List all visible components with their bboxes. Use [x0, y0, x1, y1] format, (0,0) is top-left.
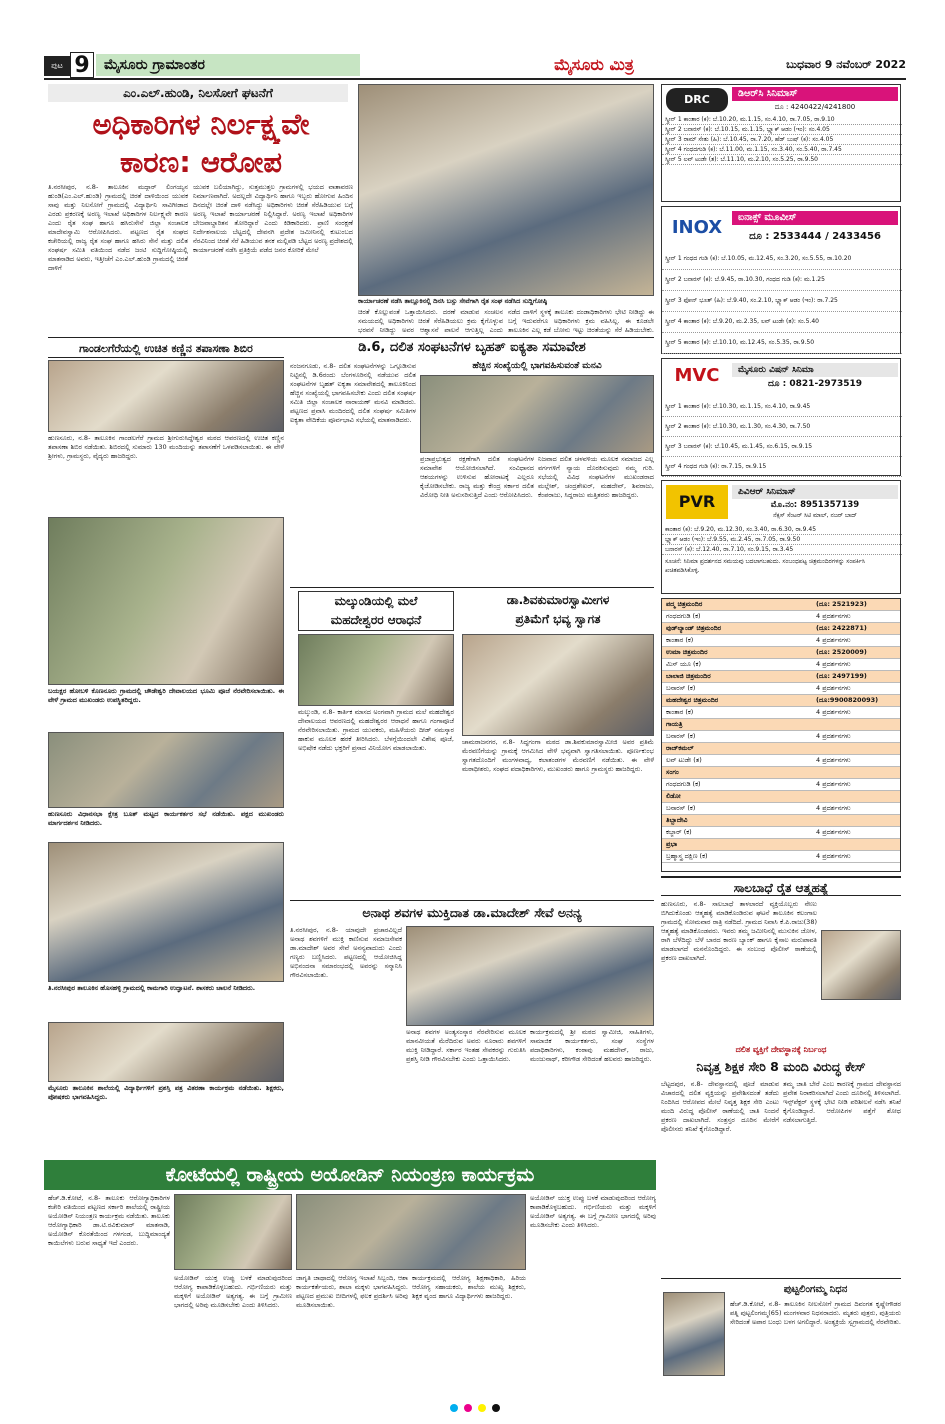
theatre-cell-info: (ದೂ: 2497199): [816, 672, 867, 680]
farmer-body: ಹುಣಸೂರು, ನ.8- ಸಾಲಬಾಧೆ ತಾಳಲಾರದೆ ವ್ಯಕ್ತಿಯೊಬ್ಬರು ನೇಣು ಬಿಗಿದುಕೊಂಡು ಆತ್ಮಹತ್ಯೆ ಮಾಡಿಕೊಂಡಿರುವ ಘಟನೆ ತಾಲೂಕಿನ ಕಲಂಗಾಲ ಗ್ರಾಮದಲ್ಲಿ ಸೋಮವಾರ ರಾತ್ರಿ ನಡೆದಿದೆ. ಗ್ರಾಮದ ನಿವಾಸಿ ಕೆ.ಪಿ.ರಾಜು(38) ಆತ್ಮಹತ್ಯೆ ಮಾಡಿಕೊಂಡವರು. ಇವರು ತಮ್ಮ ಜಮೀನಿನಲ್ಲಿ ಮುಸುಕಿನ ಜೋಳ, ರಾಗಿ ಬೆಳೆದಿದ್ದು ಬೆಳೆ ಬಾರದ ಕಾರಣ ಬ್ಯಾಂಕ್ ಹಾಗೂ ಕೈಸಾಲ ಮರುಪಾವತಿ ಮಾಡಲಾಗದೆ ಮನನೊಂದಿದ್ದರು. ಈ ಸಂಬಂಧ ಪೊಲೀಸ್ ಠಾಣೆಯಲ್ಲಿ ಪ್ರಕರಣ ದಾಖಲಾಗಿದೆ.: [661, 900, 817, 962]
reg-mark: [478, 1404, 486, 1412]
anatha-body-3: ಕಾರ್ಯಕ್ರಮದಲ್ಲಿ ಶ್ರೀ ಮಠದ ಸ್ವಾಮೀಜಿ, ಸಾಹಿತಿಗಳು, ಸಾಮಾಜಿಕ ಕಾರ್ಯಕರ್ತರು, ಸಂಘ ಸಂಸ್ಥೆಗಳ ಪದಾಧಿಕಾರಿಗಳು, ಕಂಠಾವು ಮಹದೇವ್, ರಾಜು, ಮಂಜುನಾಥ್, ಕರೀಗೌಡ ಸೇರಿದಂತೆ ಹಲವರು ಹಾಜರಿದ್ದರು.: [530, 1028, 654, 1063]
eye-camp-photo: [48, 360, 284, 432]
reg-mark: [464, 1404, 472, 1412]
theatre-cell-info: 4 ಪ್ರದರ್ಶನಗಳು: [816, 660, 851, 668]
masthead: [44, 50, 906, 80]
theatre-cell-name: ರಾಜ್‌ಕಮಲ್: [666, 744, 694, 752]
theatre-name-row: [662, 767, 900, 779]
iodine-photo-2: [296, 1194, 526, 1270]
temple-caption: ಬಯಕ್ಷರ ಹೋಬಳಿ ಕೊಣನೂರು ಗ್ರಾಮದಲ್ಲಿ ಚೌಡೇಶ್ವರಿ ದೇವಾಲಯದ ಭೂಮಿ ಪೂಜೆ ನೆರವೇರಿಸಲಾಯಿತು. ಈ ವೇಳೆ ಗ್ರಾಮದ ಮುಖಂಡರು ಉಪಸ್ಥಿತರಿದ್ದರು.: [48, 687, 284, 704]
d6-body: ನಂಜನಗೂಡು, ನ.8- ದಲಿತ ಸಂಘಟನೆಗಳನ್ನು ಒಗ್ಗೂಡಿಸುವ ನಿಟ್ಟಿನಲ್ಲಿ ಡಿ.6ರಂದು ಬೆಂಗಳೂರಿನಲ್ಲಿ ನಡೆಯುವ ದಲಿತ ಸಂಘಟನೆಗಳ ಬೃಹತ್ ಐಕ್ಯತಾ ಸಮಾವೇಶದಲ್ಲಿ ತಾಲೂಕಿನಿಂದ ಹೆಚ್ಚಿನ ಸಂಖ್ಯೆಯಲ್ಲಿ ಭಾಗವಹಿಸಬೇಕು ಎಂದು ದಲಿತ ಸಂಘರ್ಷ ಸಮಿತಿ ಜಿಲ್ಲಾ ಸಂಚಾಲಕ ನಾರಾಯಣ್ ಮನವಿ ಮಾಡಿದರು. ಪಟ್ಟಣದ ಪ್ರವಾಸಿ ಮಂದಿರದಲ್ಲಿ ದಲಿತ ಸಂಘರ್ಷ ಸಮಿತಿಗಳ ಐಕ್ಯತಾ ವೇದಿಕೆಯ ಪೂರ್ವಭಾವಿ ಸಭೆಯಲ್ಲಿ ಮಾತನಾಡಿದರು.: [290, 362, 416, 424]
certificate-photo: [48, 1022, 284, 1082]
lead-title-2: ಕಾರಣ: ಆರೋಪ: [120, 145, 282, 179]
lead-body-mid: ಯುವಕ ಬಲಿಯಾಗಿದ್ದು, ಸುತ್ತಮುತ್ತಲ ಗ್ರಾಮಗಳಲ್ಲಿ ಭಯದ ವಾತಾವರಣ ನಿರ್ಮಾಣವಾಗಿದೆ. ಅದಲ್ಲದೇ ವಿದ್ಯಾರ್ಥಿನಿ ಹಾಗೂ ಇಬ್ಬರು ಹೋಗುವ ಹಿಂದಿನ ದಿನದಲ್ಲೇ ಚಿರತೆ ದಾಳಿ ನಡೆಸಿದ್ದು ಅಧಿಕಾರಿಗಳು ಚಿರತೆ ಸೆರೆಹಿಡಿಯುವ ಬಗ್ಗೆ ಅರಣ್ಯ ಇಲಾಖೆ ಕಾರ್ಯಾಚರಣೆ ನಿಲ್ಲಿಸಿದ್ದಾರೆ. ಅರಣ್ಯ ಇಲಾಖೆ ಅಧಿಕಾರಿಗಳ ಬೇಜವಾಬ್ದಾರಿತನ ತೋರಿದ್ದಾರೆ ಎಂದು ಕಿಡಿಕಾರಿದರು. ಪ್ರಾಣಿ ಸಂರಕ್ಷಣೆ ನಿರ್ದೇಶನಾಲಯ ಬೆಟ್ಟದಲ್ಲಿ ದೇವನಗಿ ಪ್ರದೇಶ ಜಮೀನಿನಲ್ಲಿ ಕುಟುಂಬದ ನೆರವಿನಿಂದ ಚಿರತೆ ಸೆರೆ ಹಿಡಿಯುವ ತನಕ ಮಲ್ಲಿಪಡಿ ಬೆಟ್ಟದ ಅರಣ್ಯ ಪ್ರದೇಶದಲ್ಲಿ ಕಾರ್ಯಾಚರಣೆ ನಡೆಸಿ ಪ್ರತಿಕ್ರಿಯೆ ಪಡೆದ ಜನರ ಕೋರಿಕೆ ಮೇಲೆ: [193, 183, 353, 254]
eye-camp-body: ಹುಣಸೂರು, ನ.8- ತಾಲೂಕಿನ ಗಾಂಡಲಗೆರೆ ಗ್ರಾಮದ ಶ್ರೀಗುರುಸಿದ್ಧೇಶ್ವರ ಮಠದ ಆವರಣದಲ್ಲಿ ಉಚಿತ ಕಣ್ಣಿನ ತಪಾಸಣಾ ಶಿಬಿರ ನಡೆಯಿತು. ಶಿಬಿರದಲ್ಲಿ ಸುಮಾರು 130 ಮಂದಿಯನ್ನು ತಪಾಸಣೆಗೆ ಒಳಪಡಿಸಲಾಯಿತು. ಈ ವೇಳೆ ಶ್ರೀಗಳು, ಗ್ರಾಮಸ್ಥರು, ವೈದ್ಯರು ಹಾಜರಿದ್ದರು.: [48, 434, 284, 460]
iodine-body-3: ಜಾಗೃತಿ ಜಾಥಾದಲ್ಲಿ ಆರೋಗ್ಯ ಇಲಾಖೆ ಸಿಬ್ಬಂದಿ, ಆಶಾ ಕಾರ್ಯಕರ್ತೆಯರು, ಶಾಲಾ ಮಕ್ಕಳು ಭಾಗವಹಿಸಿದ್ದರು. ಪಟ್ಟಣದ ಪ್ರಮುಖ ಬೀದಿಗಳಲ್ಲಿ ಫಲಕ ಪ್ರದರ್ಶಿಸಿ ಅರಿವು ಮೂಡಿಸಲಾಯಿತು.: [296, 1274, 408, 1309]
theatre-cell-info: [816, 839, 896, 850]
theatre-film-row: [662, 611, 900, 623]
sk-title-1: ಡಾ.ಶಿವಕುಮಾರಸ್ವಾಮೀಗಳ: [506, 593, 610, 607]
theatre-cell-name: ಗಾಯತ್ರಿ: [666, 720, 683, 728]
theatre-cell-name: ಕಾಂತಾರ (ಕ): [666, 636, 694, 644]
pvr-address: ನೆಕ್ಸಸ್ ಸೆಂಟರ್ ಸಿಟಿ ಮಾಲ್, ನಜರ್ ಬಾದ್: [773, 512, 857, 519]
theatre-cell-info: [816, 767, 896, 778]
pvr-row: ಬನಾರಸ್ (ಕ): ಬೆ.12.40, ರಾ.7.10, ಸಂ.9.15, ರಾ.3.45: [662, 545, 902, 555]
theatre-name-row: [662, 839, 900, 851]
inox-name: ಐನಾಕ್ಸ್ ಮೂವೀಸ್: [732, 211, 898, 225]
theatre-cell-name: ತಿಬ್ಬಾದೇವಿ: [666, 816, 688, 824]
theatre-cell-info: (ದೂ: 2521923): [816, 600, 867, 608]
color-registration-bar: [380, 1404, 570, 1412]
theatre-name-row: [662, 743, 900, 755]
drc-row: ಸ್ಕ್ರೀನ್ 5 ಲವ್ ಟುಡೇ (ತ): ಬೆ.11.10, ಮ.2.10, ಸಂ.5.25, ರಾ.9.50: [662, 155, 902, 165]
drc-logo: DRC: [666, 88, 728, 112]
page-number: 9: [70, 52, 94, 78]
lead-photo-caption: ಕಾರ್ಯಾಚರಣೆ ನಡೆಸಿ ತಾಲ್ಲೂಕಿನಲ್ಲಿ ದಿನಸಿ ಬಸ್ಸು ಸೇವೆಗಾಗಿ ರೈತ ಸಂಘ ನಡೆಸಿದ ಸುದ್ದಿಗೋಷ್ಠಿ: [358, 297, 548, 305]
theatre-film-row: [662, 803, 900, 815]
inox-phone: ದೂ : 2533444 / 2433456: [749, 231, 881, 242]
anatha-title: ಅನಾಥ ಶವಗಳ ಮುಕ್ತಿದಾತ ಡಾ.ಮಾದೇಶ್ ಸೇವೆ ಅನನ್ಯ: [362, 905, 582, 920]
lead-body-left: ತಿ.ನರಸೀಪುರ, ನ.8- ತಾಲೂಕಿನ ಮದ್ಗಾರ್ ಲಿಂಗಯ್ಯನ ಹುಂಡಿ(ಎಂ.ಎಲ್.ಹುಂಡಿ) ಗ್ರಾಮದಲ್ಲಿ ಚಿರತೆ ದಾಳಿಯಿಂದ ಯುವಕ ಸಾವು ಮತ್ತು ನಿಲಸೋಗೆ ಗ್ರಾಮದಲ್ಲಿ ವಿದ್ಯಾರ್ಥಿನಿ ಸಾವಿಗೀಡಾದ ಎರಡು ಪ್ರಕರಣಕ್ಕೆ ಅರಣ್ಯ ಇಲಾಖೆ ಅಧಿಕಾರಿಗಳ ನಿರ್ಲಕ್ಷ್ಯವೇ ಕಾರಣ ಎಂದು ರೈತ ಸಂಘ ಹಾಗೂ ಹಸಿರುಸೇನೆ ಜಿಲ್ಲಾ ಸಂಚಾಲಕ ಮಾದೇವಸ್ವಾಮಿ ಆರೋಪಿಸಿದರು. ಪಟ್ಟಣದ ರೈತ ಸಂಘದ ಕಚೇರಿಯಲ್ಲಿ ರಾಜ್ಯ ರೈತ ಸಂಘ ಹಾಗೂ ಹಸಿರು ಸೇನೆ ಮತ್ತು ದಲಿತ ಸಂಘರ್ಷ ಸಮಿತಿ ವತಿಯಿಂದ ನಡೆದ ಜಂಟಿ ಸುದ್ದಿಗೋಷ್ಠಿಯಲ್ಲಿ ಮಾತನಾಡಿದ ಅವರು, ಇತ್ತೀಚೆಗೆ ಎಂ.ಎಲ್.ಹುಂಡಿ ಗ್ರಾಮದಲ್ಲಿ ಚಿರತೆ ದಾಳಿಗೆ: [48, 183, 188, 272]
divider: [661, 1278, 901, 1279]
inox-row: ಸ್ಕ್ರೀನ್ 3 ಫೋನ್ ಭೂತ್ (ಹಿ): ಬೆ.9.40, ಸಂ.2.10, ಬ್ಲ್ಯಾಕ್ ಆಡಂ (ಇಂ): ರಾ.7.25: [662, 291, 902, 312]
sk-photo: [462, 634, 654, 736]
theatre-name-row: [662, 815, 900, 827]
mvc-row: ಸ್ಕ್ರೀನ್ 3 ಬನಾರಸ್ (ಕ): ಬೆ.10.45, ಮ.1.45, ಸಂ.6.15, ರಾ.9.15: [662, 437, 902, 457]
theatre-cell-info: 4 ಪ್ರದರ್ಶನಗಳು: [816, 828, 851, 836]
theatre-film-row: [662, 683, 900, 695]
page-label: ಪುಟ: [44, 56, 70, 76]
inox-row: ಸ್ಕ್ರೀನ್ 4 ಕಾಂತಾರ (ಕ): ಬೆ.9.20, ಮ.2.35, ಲವ್ ಟುಡೇ (ತ): ಸಂ.5.40: [662, 312, 902, 333]
iodine-photo-1: [174, 1194, 292, 1270]
theatre-cell-name: ಬಾಲಾಜಿ ಚಿತ್ರಮಂದಿರ: [666, 672, 711, 680]
section-name: ಮೈಸೂರು ಗ್ರಾಮಾಂತರ: [96, 54, 360, 76]
meeting-caption: ಹುಣಸೂರು ವಿಧಾನಸಭಾ ಕ್ಷೇತ್ರ ಬೂತ್ ಮಟ್ಟದ ಕಾರ್ಯಕರ್ತರ ಸಭೆ ನಡೆಯಿತು. ಪಕ್ಷದ ಮುಖಂಡರು ಮಾರ್ಗದರ್ಶನ ನೀಡಿದರು.: [48, 810, 284, 827]
pvr-phone: ಮೊ.ನಂ: 8951357139: [770, 500, 860, 510]
d6-body-3: ನಿಜವಾದ ದಲಿತ ಚಳವಳಿಯ ಮೂಲಕ ಸಮಾಜದ ಎಲ್ಲ ವರ್ಗಗಳಿಗೆ ನ್ಯಾಯ ದೊರಕಿಸುವುದು ನಮ್ಮ ಗುರಿ. ಸಭೆಯಲ್ಲಿ ವಿವಿಧ ಸಂಘಟನೆಗಳ ಮುಖಂಡರಾದ ಮಲ್ಲೇಶ್, ಚಂದ್ರಶೇಖರ್, ಮಹದೇವ್, ಶಿವರಾಜು, ಕೆಂಪರಾಜು, ಸಿದ್ದರಾಜು ಮತ್ತಿತರರು ಹಾಜರಿದ್ದರು.: [538, 455, 654, 499]
mvc-listing: [661, 358, 901, 476]
theatre-cell-name: ಉಮಾ ಚಿತ್ರಮಂದಿರ: [666, 648, 708, 656]
temple-photo: [48, 517, 284, 685]
inox-row: ಸ್ಕ್ರೀನ್ 1 ಗಂಧದ ಗುಡಿ (ಕ): ಬೆ.10.05, ಮ.12.45, ಸಂ.3.20, ಸಂ.5.55, ರಾ.10.20: [662, 249, 902, 270]
theatre-cell-info: [816, 719, 896, 730]
theatre-cell-name: ಬನಾರಸ್ (ಕ): [666, 804, 696, 812]
theatre-cell-name: ಮಿಸ್ ಯೂ (ಕ): [666, 660, 702, 668]
theatre-cell-name: ಗಂಧದಗುಡಿ (ಕ): [666, 780, 701, 788]
pvr-row: ಕಾಂತಾರ (ಕ): ಬೆ.9.20, ಮ.12.30, ಸಂ.3.40, ರಾ.6.30, ರಾ.9.45: [662, 525, 902, 535]
case-kicker: ದಲಿತ ವ್ಯಕ್ತಿಗೆ ದೇವಸ್ಥಾನಕ್ಕೆ ನಿರ್ಬಂಧ: [735, 1045, 827, 1054]
theatre-cell-info: [816, 791, 896, 802]
theatre-film-row: [662, 659, 900, 671]
mm-title-1: ಮಲ್ಕುಂಡಿಯಲ್ಲಿ ಮಲೆ: [334, 594, 418, 608]
pvr-rows: [662, 525, 902, 555]
theatre-film-row: [662, 755, 900, 767]
theatre-cell-name: ಪದ್ಮ ಚಿತ್ರಮಂದಿರ: [666, 600, 703, 608]
theatre-cell-name: ಸಂಗಂ: [666, 768, 679, 776]
theatre-film-row: [662, 827, 900, 839]
theatre-cell-info: 4 ಪ್ರದರ್ಶನಗಳು: [816, 636, 851, 644]
theatre-cell-info: 4 ಪ್ರದರ್ಶನಗಳು: [816, 780, 851, 788]
theatre-table: [661, 598, 901, 872]
drc-row: ಸ್ಕ್ರೀನ್ 3 ರಾಮ್ ಸೇತು (ಹಿ): ಬೆ.10.45, ರಾ.7.20, ಹೆಡ್ ಬುಷ್ (ಕ): ಸಂ.4.05: [662, 135, 902, 145]
theatre-name-row: [662, 623, 900, 635]
lead-body-c4: ನಡೆದ ದಾಳಿಗೆ ಸ್ಥಳಕ್ಕೆ ತಾಲೂಕು ದಂಡಾಧಿಕಾರಿಗಳು ಭೇಟಿ ನೀಡಿದ್ದು ಈ ಬಗ್ಗೆ ಇದುವರೆಗೂ ಅಧಿಕಾರಿಗಳು ಕ್ರಮ ವಹಿಸಿಲ್ಲ. ಈ ಕೂಡಲೇ ತಾಲೂಕಿನ ಎಲ್ಲ ಕಡೆ ಬೋನು ಇಟ್ಟು ಚಿರತೆಯನ್ನು ಸೆರೆ ಹಿಡಿಯಬೇಕು.: [508, 308, 654, 334]
mvc-row: ಸ್ಕ್ರೀನ್ 1 ಕಾಂತಾರ (ಕ): ಬೆ.10.30, ಮ.1.15, ಸಂ.4.10, ರಾ.9.45: [662, 397, 902, 417]
theatre-cell-info: (ದೂ:9900820093): [816, 696, 879, 704]
drc-row: ಸ್ಕ್ರೀನ್ 1 ಕಾಂತಾರ (ಕ): ಬೆ.10.20, ಮ.1.15, ಸಂ.4.10, ರಾ.7.05, ರಾ.9.10: [662, 115, 902, 125]
d6-subtitle: ಹೆಚ್ಚಿನ ಸಂಖ್ಯೆಯಲ್ಲಿ ಭಾಗವಹಿಸುವಂತೆ ಮನವಿ: [472, 361, 602, 371]
theatre-cell-info: [816, 743, 896, 754]
reg-mark: [450, 1404, 458, 1412]
sk-title-box: [462, 591, 654, 631]
drc-name: ಡಿಆರ್‌ಸಿ ಸಿನಿಮಾಸ್: [732, 87, 898, 101]
theatre-cell-info: 4 ಪ್ರದರ್ಶನಗಳು: [816, 852, 851, 860]
sk-body: ಚಾಮರಾಜನಗರ, ನ.8- ಸಿದ್ಧಗಂಗಾ ಮಠದ ಡಾ.ಶಿವಕುಮಾರಸ್ವಾಮೀಜಿ ಅವರ ಪ್ರತಿಮೆ ಮೆರವಣಿಗೆಯನ್ನು ಗ್ರಾಮಕ್ಕೆ ಆಗಮಿಸಿದ ವೇಳೆ ಭವ್ಯವಾಗಿ ಸ್ವಾಗತಿಸಲಾಯಿತು. ಪೂರ್ಣಕುಂಭ ಸ್ವಾಗತದೊಂದಿಗೆ ಮಂಗಳವಾದ್ಯ, ಕಲಾತಂಡಗಳ ಮೆರವಣಿಗೆ ನಡೆಯಿತು. ಈ ವೇಳೆ ಮಠಾಧೀಶರು, ಸಂಘದ ಪದಾಧಿಕಾರಿಗಳು, ಮುಖಂಡರು ಹಾಗೂ ಗ್ರಾಮಸ್ಥರು ಹಾಜರಿದ್ದರು.: [462, 738, 654, 773]
case-body: ಬೆಟ್ಟದಪುರ, ನ.8- ದೇವಸ್ಥಾನದಲ್ಲಿ ಪೂಜೆ ಮಾಡುವ ವಿಚಾರದಲ್ಲಿ ದಲಿತ ವ್ಯಕ್ತಿಯನ್ನು ಪ್ರವೇಶಿಸದಂತೆ ತಡೆದು ನಿಂದಿಸಿದ ಆರೋಪದ ಮೇಲೆ ನಿವೃತ್ತ ಶಿಕ್ಷಕ ಸೇರಿ ಎಂಟು ಮಂದಿ ವಿರುದ್ಧ ಪೊಲೀಸ್ ಠಾಣೆಯಲ್ಲಿ ಜಾತಿ ನಿಂದನೆ ಪ್ರಕರಣ ದಾಖಲಾಗಿದೆ. ಸಂತ್ರಸ್ತರ ದೂರಿನ ಮೇರೆಗೆ ಪೊಲೀಸರು ತನಿಖೆ ಕೈಗೊಂಡಿದ್ದಾರೆ.: [661, 1080, 779, 1133]
mm-title-2: ಮಹದೇಶ್ವರರ ಆರಾಧನೆ: [330, 613, 422, 627]
farmer-portrait: [821, 930, 901, 1000]
theatre-name-row: [662, 647, 900, 659]
theatre-cell-info: 4 ಪ್ರದರ್ಶನಗಳು: [816, 732, 851, 740]
theatre-cell-name: ಬನಾರಸ್ (ಕ): [666, 684, 696, 692]
mm-title-box: [298, 591, 454, 631]
obituary-portrait: [663, 1292, 725, 1376]
certificate-caption: ಮೈಸೂರು ತಾಲೂಕಿನ ಶಾಲೆಯಲ್ಲಿ ವಿದ್ಯಾರ್ಥಿಗಳಿಗೆ ಪ್ರಶಸ್ತಿ ಪತ್ರ ವಿತರಣಾ ಕಾರ್ಯಕ್ರಮ ನಡೆಯಿತು. ಶಿಕ್ಷಕರು, ಪೋಷಕರು ಭಾಗವಹಿಸಿದ್ದರು.: [48, 1084, 284, 1101]
theatre-film-row: [662, 851, 900, 863]
theatre-film-row: [662, 779, 900, 791]
pvr-row: ಬ್ಲ್ಯಾಕ್ ಆಡಂ (ಇಂ): ಬೆ.9.55, ಮ.2.45, ರಾ.7.05, ರಾ.9.50: [662, 535, 902, 545]
inox-row: ಸ್ಕ್ರೀನ್ 2 ಬನಾರಸ್ (ಕ): ಬೆ.9.45, ರಾ.10.30, ಗಂಧದ ಗುಡಿ (ಕ): ಮ.1.25: [662, 270, 902, 291]
theatre-cell-info: 4 ಪ್ರದರ್ಶನಗಳು: [816, 612, 851, 620]
mvc-rows: [662, 397, 902, 477]
theatre-cell-info: [816, 815, 896, 826]
anatha-body-2: ಅನಾಥ ಶವಗಳ ಅಂತ್ಯಸಂಸ್ಕಾರ ನೆರವೇರಿಸುವ ಮೂಲಕ ಮಾನವೀಯತೆ ಮೆರೆದಿರುವ ಅವರು ನೂರಾರು ಶವಗಳಿಗೆ ಮುಕ್ತಿ ನೀಡಿದ್ದಾರೆ. ಸರ್ಕಾರ ಇಂತಹ ಸೇವಕರನ್ನು ಗುರುತಿಸಿ ಪ್ರಶಸ್ತಿ ನೀಡಿ ಗೌರವಿಸಬೇಕು ಎಂದು ಒತ್ತಾಯಿಸಿದರು.: [406, 1028, 526, 1063]
mm-photo: [298, 634, 454, 706]
mvc-row: ಸ್ಕ್ರೀನ್ 2 ಕಾಂತಾರ (ಕ): ಬೆ.10.30, ಮ.1.30, ಸಂ.4.30, ರಾ.7.50: [662, 417, 902, 437]
theatre-film-row: [662, 707, 900, 719]
drc-row: ಸ್ಕ್ರೀನ್ 4 ಗಂಧದಗುಡಿ (ಕ): ಬೆ.11.00, ಮ.1.15, ಸಂ.3.40, ಸಂ.5.40, ರಾ.7.45: [662, 145, 902, 155]
inox-row: ಸ್ಕ್ರೀನ್ 5 ಕಾಂತಾರ (ಕ): ಬೆ.10.10, ಮ.12.45, ಸಂ.5.35, ರಾ.9.50: [662, 333, 902, 354]
theatre-cell-name: ಬ್ರಹ್ಮಾಸ್ತ್ರ ದಕ್ಷಿಣ (ಕ): [666, 852, 708, 860]
theatre-cell-info: (ದೂ: 2520009): [816, 648, 867, 656]
theatre-name-row: [662, 599, 900, 611]
meeting-photo: [48, 732, 284, 808]
death-title: ಪುಟ್ಟಲಿಂಗಮ್ಮ ನಿಧನ: [783, 1284, 848, 1295]
theatre-cell-name: ಕಾಂತಾರ (ಕ): [666, 708, 694, 716]
theatre-cell-name: ಪ್ರಭಾ: [666, 840, 678, 848]
theatre-cell-name: ವುಡ್‌ಲ್ಯಾಂಡ್ ಚಿತ್ರಮಂದಿರ: [666, 624, 722, 632]
inauguration-photo: [48, 842, 284, 982]
death-body: ಹೆಚ್.ಡಿ.ಕೋಟೆ, ನ.8- ತಾಲೂಕಿನ ನೀಲಸೋಗೆ ಗ್ರಾಮದ ದಿವಂಗತ ಕೃಷ್ಣೇಗೌಡರ ಪತ್ನಿ ಪುಟ್ಟಲಿಂಗಮ್ಮ(65) ಮಂಗಳವಾರ ನಿಧನರಾದರು. ಮೃತರು ಪುತ್ರರು, ಪುತ್ರಿಯರು ಸೇರಿದಂತೆ ಅಪಾರ ಬಂಧು ಬಳಗ ಅಗಲಿದ್ದಾರೆ. ಅಂತ್ಯಕ್ರಿಯೆ ಸ್ವಗ್ರಾಮದಲ್ಲಿ ನೆರವೇರಿತು.: [730, 1300, 901, 1326]
divider: [290, 900, 654, 901]
d6-title: ಡಿ.6, ದಲಿತ ಸಂಘಟನೆಗಳ ಬೃಹತ್ ಐಕ್ಯತಾ ಸಮಾವೇಶ: [358, 340, 586, 355]
theatre-name-row: [662, 719, 900, 731]
mvc-logo: MVC: [674, 365, 720, 386]
theatre-name-row: [662, 791, 900, 803]
reg-mark: [492, 1404, 500, 1412]
paper-logo: ಮೈಸೂರು ಮಿತ್ರ: [554, 55, 634, 74]
iodine-body-1: ಹೆಚ್.ಡಿ.ಕೋಟೆ, ನ.8- ತಾಲೂಕು ಆರೋಗ್ಯಾಧಿಕಾರಿಗಳ ಕಚೇರಿ ವತಿಯಿಂದ ಪಟ್ಟಣದ ಸರ್ಕಾರಿ ಶಾಲೆಯಲ್ಲಿ ರಾಷ್ಟ್ರೀಯ ಅಯೋಡಿನ್ ನಿಯಂತ್ರಣ ಕಾರ್ಯಕ್ರಮ ನಡೆಯಿತು. ತಾಲೂಕು ಆರೋಗ್ಯಾಧಿಕಾರಿ ಡಾ.ಟಿ.ರವಿಕುಮಾರ್ ಮಾತನಾಡಿ, ಅಯೋಡಿನ್ ಕೊರತೆಯಿಂದ ಗಳಗಂಡ, ಬುದ್ಧಿಮಾಂದ್ಯತೆ ಕಾಯಿಲೆಗಳು ಬರುವ ಸಾಧ್ಯತೆ ಇದೆ ಎಂದರು.: [48, 1194, 170, 1247]
pvr-name: ಪಿವಿಆರ್ ಸಿನಿಮಾಸ್: [732, 485, 898, 499]
pvr-logo: PVR: [666, 485, 728, 519]
theatre-name-row: [662, 671, 900, 683]
eye-camp-title: ಗಾಂಡಲಗೆರೆಯಲ್ಲಿ ಉಚಿತ ಕಣ್ಣಿನ ತಪಾಸಣಾ ಶಿಬಿರ: [48, 340, 284, 358]
lead-body-c3: ಚಿರತೆ ಕೊಲ್ಲುವಂತೆ ಒತ್ತಾಯಿಸಿದರು. ದರಣೆ ಮಾಡುವ ಸಂಚಲನ ಸಮಯದಲ್ಲಿ ಅಧಿಕಾರಿಗಳು ಚಿರತೆ ಸೆರೆಹಿಡಿಯಲು ಕ್ರಮ ಕೈಗೊಳ್ಳುವ ಭರವಸೆ ನೀಡಿದ್ದು ಅವರ ಆಶ್ವಾಸನೆ ಪಾಲನೆ ಆಗುತ್ತಿಲ್ಲ ಎಂದು: [358, 308, 503, 334]
theatre-film-row: [662, 731, 900, 743]
theatre-cell-info: (ದೂ: 2422871): [816, 624, 867, 632]
pvr-listing: [661, 480, 901, 594]
inox-logo: INOX: [671, 217, 723, 238]
theatre-cell-name: ಬನಾರಸ್ (ಕ): [666, 732, 696, 740]
drc-row: ಸ್ಕ್ರೀನ್ 2 ಬನಾರಸ್ (ಕ): ಬೆ.10.15, ಮ.1.15, ಬ್ಲ್ಯಾಕ್ ಆಡಂ (ಇಂ): ಸಂ.4.05: [662, 125, 902, 135]
sk-title-2: ಪ್ರತಿಮೆಗೆ ಭವ್ಯ ಸ್ವಾಗತ: [515, 612, 601, 626]
inox-listing: [661, 206, 901, 354]
theatre-cell-info: 4 ಪ್ರದರ್ಶನಗಳು: [816, 708, 851, 716]
mm-body: ಮಲ್ಕುಂಡಿ, ನ.8- ಕಾರ್ತಿಕ ಮಾಸದ ಅಂಗವಾಗಿ ಗ್ರಾಮದ ಮಲೆ ಮಹದೇಶ್ವರ ದೇವಾಲಯದ ಆವರಣದಲ್ಲಿ ಮಹದೇಶ್ವರರ ಆರಾಧನೆ ಹಾಗೂ ಗಂಗಾಪೂಜೆ ನೆರವೇರಿಸಲಾಯಿತು. ಗ್ರಾಮದ ಯುವಕರು, ಮಹಿಳೆಯರು ದೀಡ್ ನಮಸ್ಕಾರ ಹಾಕುವ ಮೂಲಕ ಹರಕೆ ತೀರಿಸಿದರು. ಬೆಳಗ್ಗೆಯಿಂದಲೇ ವಿಶೇಷ ಪೂಜೆ, ಅಭಿಷೇಕ ನಡೆದು ಭಕ್ತರಿಗೆ ಪ್ರಸಾದ ವಿನಿಯೋಗ ಮಾಡಲಾಯಿತು.: [298, 708, 454, 752]
inox-rows: [662, 249, 902, 354]
cinema-notice: ಸೂಚನೆ: ಸಿನಿಮಾ ಪ್ರದರ್ಶನದ ಸಮಯವು ಬದಲಾಗಬಹುದು. ಸಂಬಂಧಪಟ್ಟ ಚಿತ್ರಮಂದಿರಗಳನ್ನು ಸಂಪರ್ಕಿಸಿ ಖಚಿತಪಡಿಸಿಕೊಳ್ಳಿ.: [665, 558, 866, 574]
mvc-row: ಸ್ಕ್ರೀನ್ 4 ಗಂಧದ ಗುಡಿ (ಕ): ರಾ.7.15, ರಾ.9.15: [662, 457, 902, 477]
lead-kicker: ಎಂ.ಎಲ್.ಹುಂಡಿ, ನಿಲಸೋಗೆ ಘಟನೆಗೆ: [48, 84, 348, 102]
iodine-body-4: ಕಾರ್ಯಕ್ರಮದಲ್ಲಿ ಆರೋಗ್ಯ ಶಿಕ್ಷಣಾಧಿಕಾರಿ, ಹಿರಿಯ ಆರೋಗ್ಯ ಸಹಾಯಕರು, ಶಾಲೆಯ ಮುಖ್ಯ ಶಿಕ್ಷಕರು, ಶಿಕ್ಷಕ ವೃಂದ ಹಾಗೂ ವಿದ್ಯಾರ್ಥಿಗಳು ಹಾಜರಿದ್ದರು.: [412, 1274, 526, 1300]
mvc-phone: ದೂ : 0821-2973519: [767, 379, 863, 389]
drc-listing: [661, 84, 901, 202]
case-title: ನಿವೃತ್ತ ಶಿಕ್ಷಕ ಸೇರಿ 8 ಮಂದಿ ವಿರುದ್ಧ ಕೇಸ್: [696, 1059, 866, 1074]
theatre-name-row: [662, 695, 900, 707]
theatre-cell-info: 4 ಪ್ರದರ್ಶನಗಳು: [816, 756, 851, 764]
theatre-cell-name: ಲಿಡೋ: [666, 792, 681, 800]
theatre-film-row: [662, 635, 900, 647]
farmer-title: ಸಾಲಬಾಧೆ ರೈತ ಆತ್ಮಹತ್ಯೆ: [661, 876, 901, 896]
lead-press-photo: [358, 84, 654, 296]
page-date: ಬುಧವಾರ 9 ನವೆಂಬರ್ 2022: [786, 58, 906, 71]
iodine-banner: ಕೋಟೆಯಲ್ಲಿ ರಾಷ್ಟ್ರೀಯ ಅಯೋಡಿನ್ ನಿಯಂತ್ರಣ ಕಾರ್ಯಕ್ರಮ: [44, 1160, 656, 1190]
theatre-cell-name: ಲವ್ ಟುಡೇ (ತ): [666, 756, 702, 764]
theatre-cell-info: 4 ಪ್ರದರ್ಶನಗಳು: [816, 684, 851, 692]
inauguration-caption: ತಿ.ನರಸೀಪುರ ತಾಲೂಕಿನ ಹೊಸಹಳ್ಳಿ ಗ್ರಾಮದಲ್ಲಿ ಕಾಮಗಾರಿ ಉದ್ಘಾಟನೆ. ಶಾಸಕರು ಚಾಲನೆ ನೀಡಿದರು.: [48, 984, 256, 992]
mvc-name: ಮೈಸೂರು ವಿಷನ್ ಸಿನಿಮಾ: [732, 363, 898, 377]
anatha-body: ತಿ.ನರಸೀಪುರ, ನ.8- ಯಾವುದೇ ಪ್ರಚಾರವಿಲ್ಲದೆ ಅನಾಥ ಶವಗಳಿಗೆ ಮುಕ್ತಿ ಕಾಣಿಸುವ ಸಮಾಜಸೇವಕ ಡಾ.ಮಾದೇಶ್ ಅವರ ಸೇವೆ ಅನನ್ಯವಾದುದು ಎಂದು ಗಣ್ಯರು ಬಣ್ಣಿಸಿದರು. ಪಟ್ಟಣದಲ್ಲಿ ಆಯೋಜಿಸಿದ್ದ ಅಭಿನಂದನಾ ಸಮಾರಂಭದಲ್ಲಿ ಅವರನ್ನು ಸನ್ಮಾನಿಸಿ ಗೌರವಿಸಲಾಯಿತು.: [290, 926, 402, 979]
case-body-2: ತಮ್ಮ ಜಾತಿ ಬೇರೆ ಎಂಬ ಕಾರಣಕ್ಕೆ ಗ್ರಾಮದ ದೇವಸ್ಥಾನದ ಪ್ರವೇಶ ನಿರಾಕರಿಸಲಾಗಿದೆ ಎಂದು ದೂರಿನಲ್ಲಿ ತಿಳಿಸಲಾಗಿದೆ. ಇನ್ಸ್‌ಪೆಕ್ಟರ್ ಸ್ಥಳಕ್ಕೆ ಭೇಟಿ ನೀಡಿ ಪರಿಶೀಲನೆ ನಡೆಸಿ ತನಿಖೆ ಕೈಗೊಂಡಿದ್ದಾರೆ. ಆರೋಪಿಗಳ ಪತ್ತೆಗೆ ಶೋಧ ನಡೆಸಲಾಗುತ್ತಿದೆ.: [783, 1080, 901, 1124]
d6-body-2: ಪ್ರಜಾಪ್ರಭುತ್ವದ ರಕ್ಷಣೆಗಾಗಿ ದಲಿತ ಸಂಘಟನೆಗಳ ಸಮಾವೇಶ ಆಯೋಜಿಸಲಾಗಿದೆ. ಸಂವಿಧಾನದ ಆಶಯಗಳನ್ನು ಉಳಿಸುವ ಹೋರಾಟಕ್ಕೆ ಎಲ್ಲರೂ ಕೈಜೋಡಿಸಬೇಕು. ರಾಜ್ಯ ಮತ್ತು ಕೇಂದ್ರ ಸರ್ಕಾರ ದಲಿತ ವಿರೋಧಿ ನೀತಿ ಅನುಸರಿಸುತ್ತಿದೆ ಎಂದು ಆರೋಪಿಸಿದರು.: [420, 455, 534, 499]
iodine-body-2: ಅಯೋಡಿನ್ ಯುಕ್ತ ಉಪ್ಪು ಬಳಕೆ ಮಾಡುವುದರಿಂದ ಆರೋಗ್ಯ ಕಾಪಾಡಿಕೊಳ್ಳಬಹುದು. ಗರ್ಭಿಣಿಯರು ಮತ್ತು ಮಕ್ಕಳಿಗೆ ಅಯೋಡಿನ್ ಅತ್ಯಗತ್ಯ. ಈ ಬಗ್ಗೆ ಗ್ರಾಮೀಣ ಭಾಗದಲ್ಲಿ ಅರಿವು ಮೂಡಿಸಬೇಕು ಎಂದು ತಿಳಿಸಿದರು.: [174, 1274, 292, 1309]
anatha-photo: [406, 926, 654, 1026]
theatre-cell-name: ಗಂಧದಗುಡಿ (ಕ): [666, 612, 701, 620]
theatre-cell-name: ಕಬ್ಜಾರ್ (ಕ): [666, 828, 692, 836]
d6-photo: [420, 375, 654, 453]
lead-title-1: ಅಧಿಕಾರಿಗಳ ನಿರ್ಲಕ್ಷ್ಯವೇ: [92, 107, 310, 141]
iodine-body-5: ಅಯೋಡಿನ್ ಯುಕ್ತ ಉಪ್ಪು ಬಳಕೆ ಮಾಡುವುದರಿಂದ ಆರೋಗ್ಯ ಕಾಪಾಡಿಕೊಳ್ಳಬಹುದು. ಗರ್ಭಿಣಿಯರು ಮತ್ತು ಮಕ್ಕಳಿಗೆ ಅಯೋಡಿನ್ ಅತ್ಯಗತ್ಯ. ಈ ಬಗ್ಗೆ ಗ್ರಾಮೀಣ ಭಾಗದಲ್ಲಿ ಅರಿವು ಮೂಡಿಸಬೇಕು ಎಂದು ತಿಳಿಸಿದರು.: [530, 1194, 656, 1229]
theatre-cell-name: ಮಹದೇಶ್ವರ ಚಿತ್ರಮಂದಿರ: [666, 696, 719, 704]
drc-phone: ದೂ : 4240422/4241800: [774, 103, 856, 111]
drc-rows: [662, 115, 902, 165]
theatre-cell-info: 4 ಪ್ರದರ್ಶನಗಳು: [816, 804, 851, 812]
divider: [290, 587, 654, 588]
